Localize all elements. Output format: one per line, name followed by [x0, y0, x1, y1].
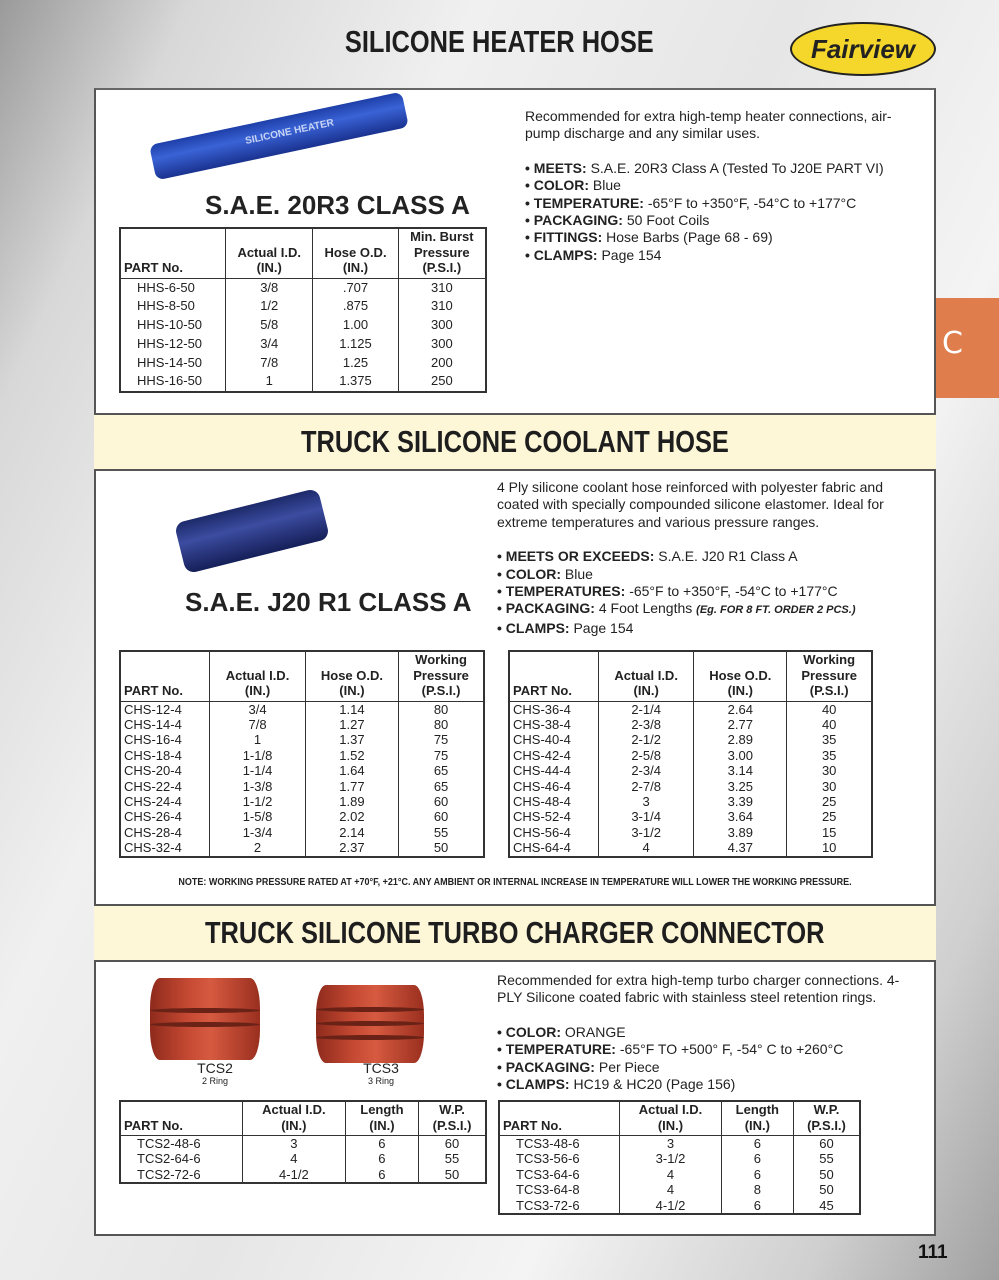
spec-value: S.A.E. 20R3 Class A (Tested To J20E PART VI) — [586, 159, 884, 176]
spec-item — [497, 600, 909, 619]
table-cell: CHS-24-4 — [120, 794, 210, 809]
table-cell: 2.77 — [694, 717, 787, 732]
coolant-standard: S.A.E. J20 R1 CLASS A — [185, 587, 472, 617]
table-row — [509, 732, 872, 747]
table-row — [120, 701, 484, 717]
spec-item — [497, 566, 909, 583]
table-header-row — [509, 651, 872, 701]
table-cell: HHS-16-50 — [120, 372, 226, 392]
table-cell: 2-1/4 — [599, 701, 694, 717]
column-header: Working Pressure (P.S.I.) — [787, 651, 872, 701]
column-header: W.P. (P.S.I.) — [793, 1101, 860, 1136]
table-cell: 6 — [345, 1167, 418, 1183]
table-header-row — [120, 1101, 486, 1136]
spec-note: (Eg. FOR 8 FT. ORDER 2 PCS.) — [696, 604, 856, 617]
table-cell: 6 — [721, 1198, 793, 1214]
turbo-section-header: TRUCK SILICONE TURBO CHARGER CONNECTOR — [94, 904, 936, 962]
table-cell: 25 — [787, 809, 872, 824]
table-cell: 15 — [787, 825, 872, 840]
table-cell: 2 — [210, 840, 305, 856]
table-row — [509, 840, 872, 856]
table-cell: 55 — [793, 1151, 860, 1166]
table-cell: 1.00 — [313, 316, 398, 335]
column-header: Hose O.D. (IN.) — [305, 651, 398, 701]
spec-item — [497, 583, 909, 600]
table-row — [509, 779, 872, 794]
table-cell: CHS-26-4 — [120, 809, 210, 824]
table-cell: CHS-42-4 — [509, 748, 599, 763]
table-cell: 3-1/2 — [599, 825, 694, 840]
spec-value: -65°F TO +500° F, -54° C to +260°C — [615, 1041, 844, 1058]
table-cell: CHS-12-4 — [120, 701, 210, 717]
table-row — [509, 825, 872, 840]
table-cell: 55 — [419, 1151, 486, 1166]
table-row — [499, 1167, 860, 1182]
spec-value: Page 154 — [597, 246, 662, 263]
tcs2-caption: TCS2 2 Ring — [197, 1060, 233, 1086]
table-header-row — [499, 1101, 860, 1136]
table-cell: 1/2 — [226, 297, 313, 316]
table-cell: 40 — [787, 701, 872, 717]
table-cell: HHS-14-50 — [120, 354, 226, 373]
column-header: Length (IN.) — [721, 1101, 793, 1136]
table-row — [509, 701, 872, 717]
table-cell: 3-1/2 — [620, 1151, 721, 1166]
table-cell: 1-5/8 — [210, 809, 305, 824]
spec-item — [525, 229, 895, 246]
table-cell: .707 — [313, 278, 398, 297]
table-cell: 4.37 — [694, 840, 787, 856]
spec-value: S.A.E. J20 R1 Class A — [654, 548, 798, 565]
spec-value: Page 154 — [569, 619, 634, 636]
table-cell: 3.89 — [694, 825, 787, 840]
page-title: SILICONE HEATER HOSE — [345, 24, 654, 59]
table-row — [120, 809, 484, 824]
spec-item — [525, 160, 895, 177]
table-cell: 3.39 — [694, 794, 787, 809]
spec-key: • FITTINGS: — [525, 229, 603, 246]
table-cell: 4 — [620, 1182, 721, 1197]
spec-key: • TEMPERATURE: — [497, 1041, 616, 1058]
table-cell: 2.89 — [694, 732, 787, 747]
table-row — [120, 748, 484, 763]
table-cell: 200 — [398, 354, 486, 373]
spec-value: -65°F to +350°F, -54°C to +177°C — [625, 583, 838, 600]
spec-value: Hose Barbs (Page 68 - 69) — [602, 229, 773, 246]
table-cell: 4-1/2 — [620, 1198, 721, 1214]
table-row — [499, 1182, 860, 1197]
spec-value: Blue — [589, 177, 621, 194]
table-cell: CHS-16-4 — [120, 732, 210, 747]
table-cell: 1-3/8 — [210, 779, 305, 794]
table-cell: 2-7/8 — [599, 779, 694, 794]
spec-item — [525, 212, 895, 229]
table-cell: 310 — [398, 297, 486, 316]
coolant-table-left — [119, 650, 485, 858]
table-cell: 1.52 — [305, 748, 398, 763]
table-row — [499, 1198, 860, 1214]
table-cell: 8 — [721, 1182, 793, 1197]
table-cell: 1.37 — [305, 732, 398, 747]
tcs3-caption: TCS3 3 Ring — [363, 1060, 399, 1086]
table-row — [120, 316, 486, 335]
table-row — [120, 1136, 486, 1152]
spec-value: 4 Foot Lengths — [594, 600, 697, 617]
table-cell: TCS3-64-6 — [499, 1167, 620, 1182]
column-header: PART No. — [120, 651, 210, 701]
column-header: Hose O.D. (IN.) — [694, 651, 787, 701]
table-cell: 50 — [419, 1167, 486, 1183]
table-cell: 250 — [398, 372, 486, 392]
spec-key: • PACKAGING: — [525, 212, 623, 229]
spec-key: • TEMPERATURES: — [497, 583, 626, 600]
table-cell: 1.25 — [313, 354, 398, 373]
table-cell: 7/8 — [210, 717, 305, 732]
table-cell: CHS-52-4 — [509, 809, 599, 824]
table-row — [120, 825, 484, 840]
table-cell: 1-3/4 — [210, 825, 305, 840]
table-cell: TCS2-48-6 — [120, 1136, 242, 1152]
table-cell: 7/8 — [226, 354, 313, 373]
table-cell: HHS-8-50 — [120, 297, 226, 316]
heater-spec-list — [525, 160, 895, 264]
coolant-table-right — [508, 650, 873, 858]
table-cell: 30 — [787, 763, 872, 778]
table-cell: CHS-14-4 — [120, 717, 210, 732]
table-cell: .875 — [313, 297, 398, 316]
turbo-description: Recommended for extra high-temp turbo charger connections. 4-PLY Silicone coated fabric with stainless steel retention rings. • COLOR: ORANGE • TEMPERATURE: -65°F TO +500° F, -54° C to +260°C • PACKAGING: Per Piece • CLAMPS: HC19 & HC20 (Page 156) — [497, 972, 917, 1093]
table-row — [499, 1151, 860, 1166]
coolant-description: 4 Ply silicone coolant hose reinforced with polyester fabric and coated with specially compounded silicone elastomer. Ideal for extreme temperatures and various pressure ranges. • MEETS OR EXCEEDS: S.A.E. J20 R1 Class A • COLOR: Blue • TEMPERATURES: -65°F to +350°F, -54°C to +177°C • PACKAGING: 4 Foot Lengths (Eg. FOR 8 FT. ORDER 2 PCS.) • CLAMPS: Page 154 — [497, 479, 909, 637]
spec-item — [497, 548, 909, 565]
table-cell: CHS-40-4 — [509, 732, 599, 747]
table-cell: 65 — [399, 779, 484, 794]
table-cell: TCS2-64-6 — [120, 1151, 242, 1166]
table-cell: 55 — [399, 825, 484, 840]
table-cell: TCS3-72-6 — [499, 1198, 620, 1214]
spec-item — [525, 195, 895, 212]
spec-key: • MEETS OR EXCEEDS: — [497, 548, 655, 565]
table-cell: 75 — [399, 748, 484, 763]
table-cell: 2-3/8 — [599, 717, 694, 732]
table-cell: 1-1/8 — [210, 748, 305, 763]
table-cell: 40 — [787, 717, 872, 732]
table-cell: 60 — [793, 1136, 860, 1152]
table-row — [120, 840, 484, 856]
coolant-section-header: TRUCK SILICONE COOLANT HOSE — [94, 413, 936, 471]
column-header: PART No. — [120, 228, 226, 278]
fairview-logo: Fairview — [790, 22, 936, 76]
table-cell: 60 — [399, 794, 484, 809]
spec-value: 50 Foot Coils — [622, 212, 710, 229]
table-cell: 1-1/2 — [210, 794, 305, 809]
table-cell: 1.89 — [305, 794, 398, 809]
table-row — [120, 1151, 486, 1166]
tcs2-image — [150, 978, 260, 1060]
column-header: Working Pressure (P.S.I.) — [399, 651, 484, 701]
heater-standard: S.A.E. 20R3 CLASS A — [205, 190, 470, 220]
table-cell: CHS-32-4 — [120, 840, 210, 856]
pressure-note: NOTE: WORKING PRESSURE RATED AT +70°F, +21°C. ANY AMBIENT OR INTERNAL INCREASE IN TEMPERATURE WILL LOWER THE WORKING PRESSURE. — [178, 877, 852, 888]
table-cell: CHS-38-4 — [509, 717, 599, 732]
column-header: Actual I.D. (IN.) — [599, 651, 694, 701]
table-row — [120, 732, 484, 747]
column-header: Min. Burst Pressure (P.S.I.) — [398, 228, 486, 278]
table-cell: 2.14 — [305, 825, 398, 840]
table-cell: 3 — [242, 1136, 345, 1152]
table-cell: TCS2-72-6 — [120, 1167, 242, 1183]
table-cell: 25 — [787, 794, 872, 809]
spec-item — [497, 1059, 917, 1076]
spec-key: • CLAMPS: — [497, 619, 570, 636]
table-cell: TCS3-56-6 — [499, 1151, 620, 1166]
spec-key: • CLAMPS: — [525, 246, 598, 263]
heater-hose-image: SILICONE HEATER — [149, 92, 409, 181]
spec-item — [525, 177, 895, 194]
table-row — [120, 335, 486, 354]
table-cell: 1.27 — [305, 717, 398, 732]
table-cell: 1.64 — [305, 763, 398, 778]
table-cell: 4 — [620, 1167, 721, 1182]
table-cell: 300 — [398, 335, 486, 354]
spec-value: Per Piece — [594, 1058, 660, 1075]
spec-value: Blue — [561, 565, 593, 582]
table-cell: 3.64 — [694, 809, 787, 824]
column-header: PART No. — [120, 1101, 242, 1136]
column-header: Actual I.D. (IN.) — [210, 651, 305, 701]
table-row — [509, 748, 872, 763]
spec-value: HC19 & HC20 (Page 156) — [569, 1076, 736, 1093]
tcs3-image — [316, 985, 424, 1063]
table-cell: 1.375 — [313, 372, 398, 392]
table-cell: 6 — [345, 1151, 418, 1166]
table-row — [120, 763, 484, 778]
table-cell: 60 — [419, 1136, 486, 1152]
spec-key: • COLOR: — [525, 177, 590, 194]
table-cell: HHS-12-50 — [120, 335, 226, 354]
table-cell: 1-1/4 — [210, 763, 305, 778]
table-cell: 5/8 — [226, 316, 313, 335]
spec-key: • MEETS: — [525, 159, 587, 176]
table-cell: 3/8 — [226, 278, 313, 297]
table-cell: 3 — [599, 794, 694, 809]
table-cell: 50 — [793, 1167, 860, 1182]
spec-key: • PACKAGING: — [497, 1058, 595, 1075]
table-row — [120, 354, 486, 373]
table-row — [509, 794, 872, 809]
spec-key: • CLAMPS: — [497, 1076, 570, 1093]
table-cell: 65 — [399, 763, 484, 778]
table-cell: 4 — [242, 1151, 345, 1166]
heater-hose-table — [119, 227, 487, 393]
table-cell: 3-1/4 — [599, 809, 694, 824]
table-header-row — [120, 228, 486, 278]
table-cell: HHS-10-50 — [120, 316, 226, 335]
table-cell: 2.02 — [305, 809, 398, 824]
table-row — [120, 1167, 486, 1183]
table-cell: 4 — [599, 840, 694, 856]
heater-description: Recommended for extra high-temp heater connections, air-pump discharge and any similar uses. • MEETS: S.A.E. 20R3 Class A (Tested To J20E PART VI) • COLOR: Blue • TEMPERATURE: -65°F to +350°F, -54°C to +177°C • PACKAGING: 50 Foot Coils • FITTINGS: Hose Barbs (Page 68 - 69) • CLAMPS: Page 154 — [525, 108, 895, 264]
column-header: Actual I.D. (IN.) — [620, 1101, 721, 1136]
table-cell: 80 — [399, 717, 484, 732]
spec-item — [497, 620, 909, 637]
coolant-spec-list — [497, 548, 909, 637]
table-cell: 300 — [398, 316, 486, 335]
column-header: PART No. — [499, 1101, 620, 1136]
table-cell: CHS-18-4 — [120, 748, 210, 763]
table-row — [509, 763, 872, 778]
turbo-spec-list — [497, 1024, 917, 1094]
table-cell: 2.64 — [694, 701, 787, 717]
table-row — [120, 779, 484, 794]
table-cell: 3.14 — [694, 763, 787, 778]
table-cell: TCS3-64-8 — [499, 1182, 620, 1197]
table-cell: 2-5/8 — [599, 748, 694, 763]
table-row — [509, 809, 872, 824]
table-cell: CHS-44-4 — [509, 763, 599, 778]
table-cell: 3/4 — [226, 335, 313, 354]
table-row — [120, 794, 484, 809]
column-header: Actual I.D. (IN.) — [242, 1101, 345, 1136]
table-cell: CHS-56-4 — [509, 825, 599, 840]
column-header: PART No. — [509, 651, 599, 701]
table-row — [120, 717, 484, 732]
table-cell: 10 — [787, 840, 872, 856]
table-cell: 3 — [620, 1136, 721, 1152]
table-cell: 310 — [398, 278, 486, 297]
table-cell: 2-3/4 — [599, 763, 694, 778]
spec-item — [497, 1076, 917, 1093]
table-cell: CHS-64-4 — [509, 840, 599, 856]
table-cell: 2-1/2 — [599, 732, 694, 747]
table-cell: 6 — [721, 1151, 793, 1166]
table-row — [120, 297, 486, 316]
table-cell: 80 — [399, 701, 484, 717]
spec-item — [497, 1024, 917, 1041]
table-cell: CHS-48-4 — [509, 794, 599, 809]
table-cell: 35 — [787, 748, 872, 763]
table-header-row — [120, 651, 484, 701]
table-cell: CHS-20-4 — [120, 763, 210, 778]
column-header: Actual I.D. (IN.) — [226, 228, 313, 278]
table-cell: CHS-36-4 — [509, 701, 599, 717]
table-cell: 1.14 — [305, 701, 398, 717]
column-header: Length (IN.) — [345, 1101, 418, 1136]
table-cell: 45 — [793, 1198, 860, 1214]
table-cell: 60 — [399, 809, 484, 824]
table-cell: 3/4 — [210, 701, 305, 717]
table-cell: 1.125 — [313, 335, 398, 354]
spec-key: • COLOR: — [497, 1023, 562, 1040]
table-cell: 1 — [226, 372, 313, 392]
turbo-table-right — [498, 1100, 861, 1215]
table-row — [120, 372, 486, 392]
table-cell: 6 — [345, 1136, 418, 1152]
table-cell: TCS3-48-6 — [499, 1136, 620, 1152]
page-number: 111 — [918, 1242, 948, 1263]
spec-value: -65°F to +350°F, -54°C to +177°C — [643, 194, 857, 211]
table-cell: 1.77 — [305, 779, 398, 794]
table-cell: 50 — [399, 840, 484, 856]
column-header: W.P. (P.S.I.) — [419, 1101, 486, 1136]
table-cell: CHS-46-4 — [509, 779, 599, 794]
table-cell: 3.25 — [694, 779, 787, 794]
spec-key: • TEMPERATURE: — [525, 194, 644, 211]
table-row — [509, 717, 872, 732]
table-cell: 30 — [787, 779, 872, 794]
spec-key: • PACKAGING: — [497, 600, 595, 617]
section-tab[interactable]: C — [936, 298, 999, 398]
table-row — [499, 1136, 860, 1152]
table-cell: 1 — [210, 732, 305, 747]
spec-key: • COLOR: — [497, 565, 562, 582]
table-cell: 4-1/2 — [242, 1167, 345, 1183]
column-header: Hose O.D. (IN.) — [313, 228, 398, 278]
spec-value: ORANGE — [561, 1023, 626, 1040]
turbo-table-left — [119, 1100, 487, 1184]
spec-item — [497, 1041, 917, 1058]
table-cell: 50 — [793, 1182, 860, 1197]
table-cell: CHS-28-4 — [120, 825, 210, 840]
table-cell: 35 — [787, 732, 872, 747]
table-cell: HHS-6-50 — [120, 278, 226, 297]
table-cell: 2.37 — [305, 840, 398, 856]
table-cell: 6 — [721, 1136, 793, 1152]
table-row — [120, 278, 486, 297]
table-cell: 75 — [399, 732, 484, 747]
table-cell: 6 — [721, 1167, 793, 1182]
table-cell: 3.00 — [694, 748, 787, 763]
spec-item — [525, 247, 895, 264]
table-cell: CHS-22-4 — [120, 779, 210, 794]
